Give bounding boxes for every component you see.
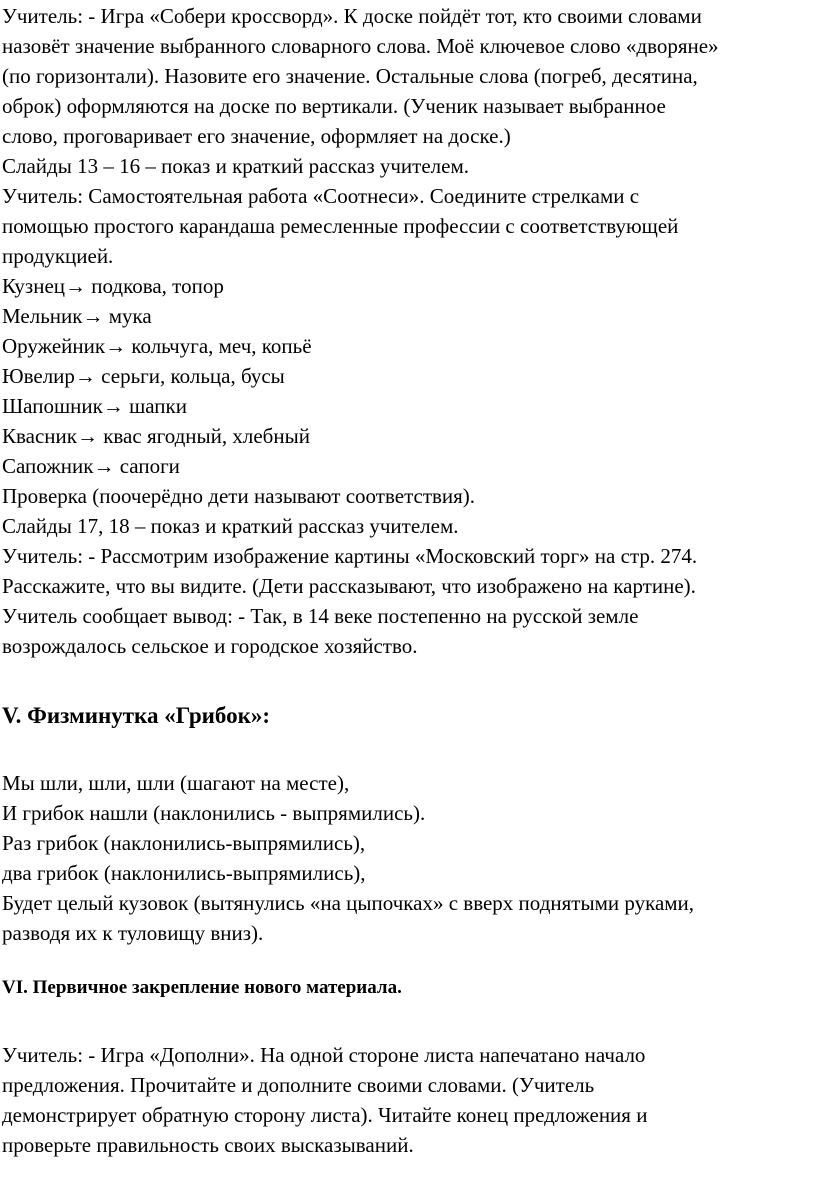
match-line-armorer: Оружейник→ кольчуга, меч, копьё (2, 334, 312, 358)
text-line: назовёт значение выбранного словарного слова. Моё ключевое слово «дворяне» (2, 34, 719, 58)
section-heading-vi: VI. Первичное закрепление нового материала. (2, 977, 402, 998)
text-line: Слайды 17, 18 – показ и краткий рассказ учителем. (2, 514, 459, 538)
match-line-miller: Мельник→ мука (2, 304, 152, 328)
text-line: И грибок нашли (наклонились - выпрямились). (2, 801, 426, 825)
text-line: два грибок (наклонились-выпрямились), (2, 861, 366, 885)
text-line: Учитель: - Игра «Дополни». На одной стороне листа напечатано начало (2, 1043, 646, 1067)
text-line: Проверка (поочерёдно дети называют соответствия). (2, 484, 476, 508)
match-line-jeweler: Ювелир→ серьги, кольца, бусы (2, 364, 285, 388)
text-line: разводя их к туловищу вниз). (2, 921, 264, 945)
consolidation-text-block (2, 1040, 816, 1160)
text-line: Учитель сообщает вывод: - Так, в 14 веке постепенно на русской земле (2, 604, 639, 628)
text-line: Учитель: Самостоятельная работа «Соотнеси». Соедините стрелками с (2, 184, 640, 208)
text-line: демонстрирует обратную сторону листа). Читайте конец предложения и (2, 1103, 648, 1127)
text-line: возрождалось сельское и городское хозяйство. (2, 634, 418, 658)
text-line: оброк) оформляются на доске по вертикали. (Ученик называет выбранное (2, 94, 666, 118)
text-line: Будет целый кузовок (вытянулись «на цыпочках» с вверх поднятыми руками, (2, 891, 695, 915)
text-line: Учитель: - Игра «Собери кроссворд». К доске пойдёт тот, кто своими словами (2, 4, 702, 28)
text-line: Учитель: - Рассмотрим изображение картины «Московский торг» на стр. 274. (2, 544, 698, 568)
text-line: Расскажите, что вы видите. (Дети рассказывают, что изображено на картине). (2, 574, 696, 598)
text-line: предложения. Прочитайте и дополните своими словами. (Учитель (2, 1073, 595, 1097)
lesson-text-block (2, 0, 816, 661)
text-line: Раз грибок (наклонились-выпрямились), (2, 831, 366, 855)
text-line: помощью простого карандаша ремесленные профессии с соответствующей (2, 214, 679, 238)
match-line-shoemaker: Сапожник→ сапоги (2, 454, 180, 478)
match-line-blacksmith: Кузнец→ подкова, топор (2, 274, 224, 298)
section-heading-v: V. Физминутка «Грибок»: (2, 703, 271, 728)
text-line: (по горизонтали). Назовите его значение. Остальные слова (погреб, десятина, (2, 64, 698, 88)
match-line-kvass-maker: Квасник→ квас ягодный, хлебный (2, 424, 310, 448)
text-line: слово, проговаривает его значение, оформляет на доске.) (2, 124, 511, 148)
text-line: Мы шли, шли, шли (шагают на месте), (2, 771, 350, 795)
match-line-hatter: Шапошник→ шапки (2, 394, 187, 418)
text-line: продукцией. (2, 244, 114, 268)
exercise-text-block (2, 768, 816, 948)
text-line: Слайды 13 – 16 – показ и краткий рассказ учителем. (2, 154, 470, 178)
text-line: проверьте правильность своих высказываний. (2, 1133, 414, 1157)
